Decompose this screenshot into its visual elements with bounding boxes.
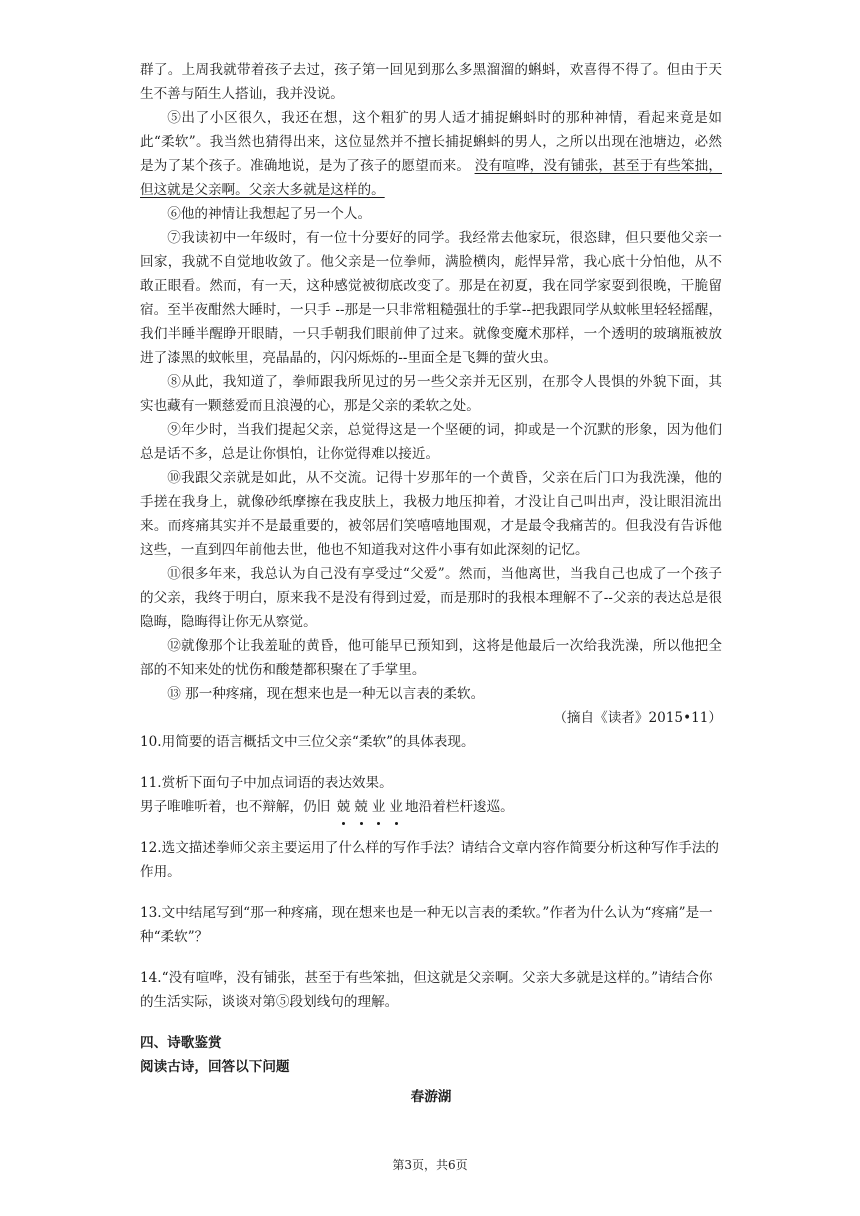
- section-4-heading: 四、诗歌鉴赏: [140, 1035, 222, 1051]
- document-page: [140, 58, 722, 1109]
- dotted-char: 业: [389, 795, 403, 819]
- paragraph-5-text: ⑤出了小区很久，我还在想，这个粗犷的男人适才捕捉蝌蚪时的那种神情，看起来竟是如此“柔软”。我当然也猜得出来，这位显然并不擅长捕捉蝌蚪的男人，之所以出现在池塘边，必然是为了某个孩子。准确地说，是为了孩子的愿望而来。: [140, 110, 722, 174]
- paragraph-5: [140, 106, 722, 202]
- q11-sentence-after: 地沿着栏杆逡巡。: [405, 799, 514, 815]
- underlined-sentence: 没有喧哗，没有铺张，甚至于有些笨拙，但这就是父亲啊。父亲大多就是这样的。: [140, 158, 722, 198]
- paragraph-8: ⑧从此，我知道了，拳师跟我所见过的另一些父亲并无区别，在那令人畏惧的外貌下面，其实也藏有一颗慈爱而且浪漫的心，那是父亲的柔软之处。: [140, 374, 722, 414]
- dotted-char: 业: [372, 795, 386, 819]
- question-11-sentence: [140, 795, 722, 819]
- q11-sentence-before: 男子唯唯听着，也不辩解，仍旧: [140, 799, 331, 815]
- question-13: 13.文中结尾写到“那一种疼痛，现在想来也是一种无以言表的柔软。”作者为什么认为“疼痛”是一种“柔软”？: [140, 905, 713, 945]
- section-4-instruction: 阅读古诗，回答以下问题: [140, 1059, 290, 1075]
- paragraph-11: ⑪很多年来，我总认为自己没有享受过“父爱”。然而，当他离世，当我自己也成了一个孩子的父亲，我终于明白，原来我不是没有得到过爱，而是那时的我根本理解不了--父亲的表达总是很隐晦，隐晦得让你无从察觉。: [140, 566, 722, 630]
- paragraph-7: ⑦我读初中一年级时，有一位十分要好的同学。我经常去他家玩，很恣肆，但只要他父亲一回家，我就不自觉地收敛了。他父亲是一位拳师，满脸横肉，彪悍异常，我心底十分怕他，从不敢正眼看。然而，有一天，这种感觉被彻底改变了。那是在初夏，我在同学家耍到很晚，干脆留宿。至半夜酣然大睡时，一只手 --那是一只非常粗糙强壮的手掌--把我跟同学从蚊帐里轻轻摇醒，我们半睡半醒睁开眼睛，一只手朝我们眼前伸了过来。就像变魔术那样，一个透明的玻璃瓶被放进了漆黑的蚊帐里，亮晶晶的，闪闪烁烁的--里面全是飞舞的萤火虫。: [140, 230, 722, 366]
- poem-title: 春游湖: [410, 1089, 452, 1105]
- question-14: 14.“没有喧哗，没有铺张，甚至于有些笨拙，但这就是父亲啊。父亲大多就是这样的。”请结合你的生活实际，谈谈对第⑤段划线句的理解。: [140, 970, 713, 1010]
- question-12: 12.选文描述拳师父亲主要运用了什么样的写作手法？请结合文章内容作简要分析这种写作手法的作用。: [140, 840, 719, 880]
- paragraph-13: ⑬ 那一种疼痛，现在想来也是一种无以言表的柔软。: [167, 686, 485, 702]
- question-11: 11.赏析下面句子中加点词语的表达效果。: [140, 775, 393, 791]
- dotted-char: 兢: [354, 795, 368, 819]
- paragraph-12: ⑫就像那个让我羞耻的黄昏，他可能早已预知到，这将是他最后一次给我洗澡，所以他把全部的不知来处的忧伤和酸楚都积聚在了手掌里。: [140, 638, 722, 678]
- paragraph-10: ⑩我跟父亲就是如此，从不交流。记得十岁那年的一个黄昏，父亲在后门口为我洗澡，他的手搓在我身上，就像砂纸摩擦在我皮肤上，我极力地压抑着，才没让自己叫出声，没让眼泪流出来。而疼痛其实并不是最重要的，被邻居们笑嘻嘻地围观，才是最令我痛苦的。但我没有告诉他这些，一直到四年前他去世，他也不知道我对这件小事有如此深刻的记忆。: [140, 470, 722, 558]
- question-10: 10.用简要的语言概括文中三位父亲“柔软”的具体表现。: [140, 734, 475, 750]
- page-footer: 第3页，共6页: [392, 1158, 468, 1172]
- paragraph-9: ⑨年少时，当我们提起父亲，总觉得这是一个坚硬的词，抑或是一个沉默的形象，因为他们总是话不多，总是让你惧怕，让你觉得难以接近。: [140, 422, 722, 462]
- paragraph-6: ⑥他的神情让我想起了另一个人。: [167, 206, 372, 222]
- source-citation: （摘自《读者》2015•11）: [553, 710, 722, 726]
- paragraph-4-continued: 群了。上周我就带着孩子去过，孩子第一回见到那么多黑溜溜的蝌蚪，欢喜得不得了。但由于天生不善与陌生人搭讪，我并没说。: [140, 62, 722, 102]
- dotted-char: 兢: [337, 795, 351, 819]
